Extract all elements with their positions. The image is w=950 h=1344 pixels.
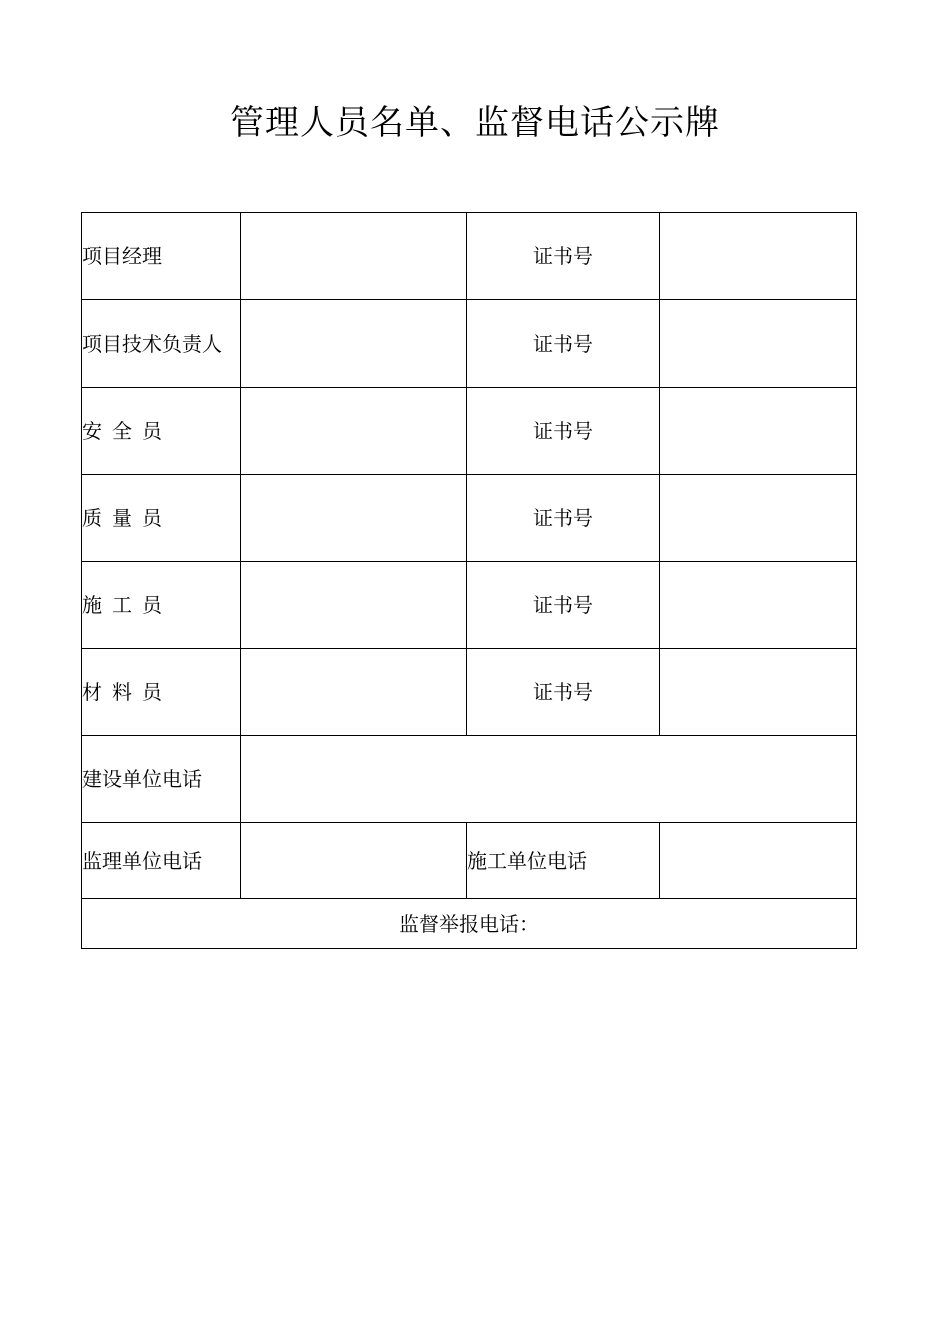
name-field[interactable] (241, 475, 467, 562)
table-row (82, 562, 857, 649)
supervisor-phone-label: 监理单位电话 (82, 823, 241, 899)
cert-number-field[interactable] (660, 300, 857, 388)
role-label: 材料员 (82, 649, 241, 736)
cert-number-field[interactable] (660, 562, 857, 649)
role-label: 项目技术负责人 (82, 300, 241, 388)
name-field[interactable] (241, 300, 467, 388)
role-label: 质量员 (82, 475, 241, 562)
table-row (82, 736, 857, 823)
cert-label: 证书号 (467, 649, 660, 736)
role-label: 施工员 (82, 562, 241, 649)
role-label: 项目经理 (82, 213, 241, 300)
name-field[interactable] (241, 213, 467, 300)
cert-number-field[interactable] (660, 388, 857, 475)
page-title: 管理人员名单、监督电话公示牌 (230, 103, 720, 143)
construction-owner-phone-field[interactable] (241, 736, 857, 823)
name-field[interactable] (241, 562, 467, 649)
cert-label: 证书号 (467, 475, 660, 562)
supervisor-phone-field[interactable] (241, 823, 467, 899)
table-row (82, 475, 857, 562)
cert-number-field[interactable] (660, 213, 857, 300)
cert-label: 证书号 (467, 388, 660, 475)
name-field[interactable] (241, 649, 467, 736)
table-row (82, 899, 857, 949)
contractor-phone-label: 施工单位电话 (467, 823, 660, 899)
report-phone-label: 监督举报电话： (399, 911, 539, 936)
name-field[interactable] (241, 388, 467, 475)
table-row (82, 213, 857, 300)
table-row (82, 300, 857, 388)
table-row (82, 649, 857, 736)
cert-label: 证书号 (467, 562, 660, 649)
construction-owner-phone-label: 建设单位电话 (82, 736, 241, 823)
contractor-phone-field[interactable] (660, 823, 857, 899)
personnel-table (81, 212, 857, 949)
report-phone-cell (82, 899, 857, 949)
cert-label: 证书号 (467, 213, 660, 300)
cert-number-field[interactable] (660, 649, 857, 736)
cert-label: 证书号 (467, 300, 660, 388)
table-row (82, 388, 857, 475)
cert-number-field[interactable] (660, 475, 857, 562)
role-label: 安全员 (82, 388, 241, 475)
table-row (82, 823, 857, 899)
